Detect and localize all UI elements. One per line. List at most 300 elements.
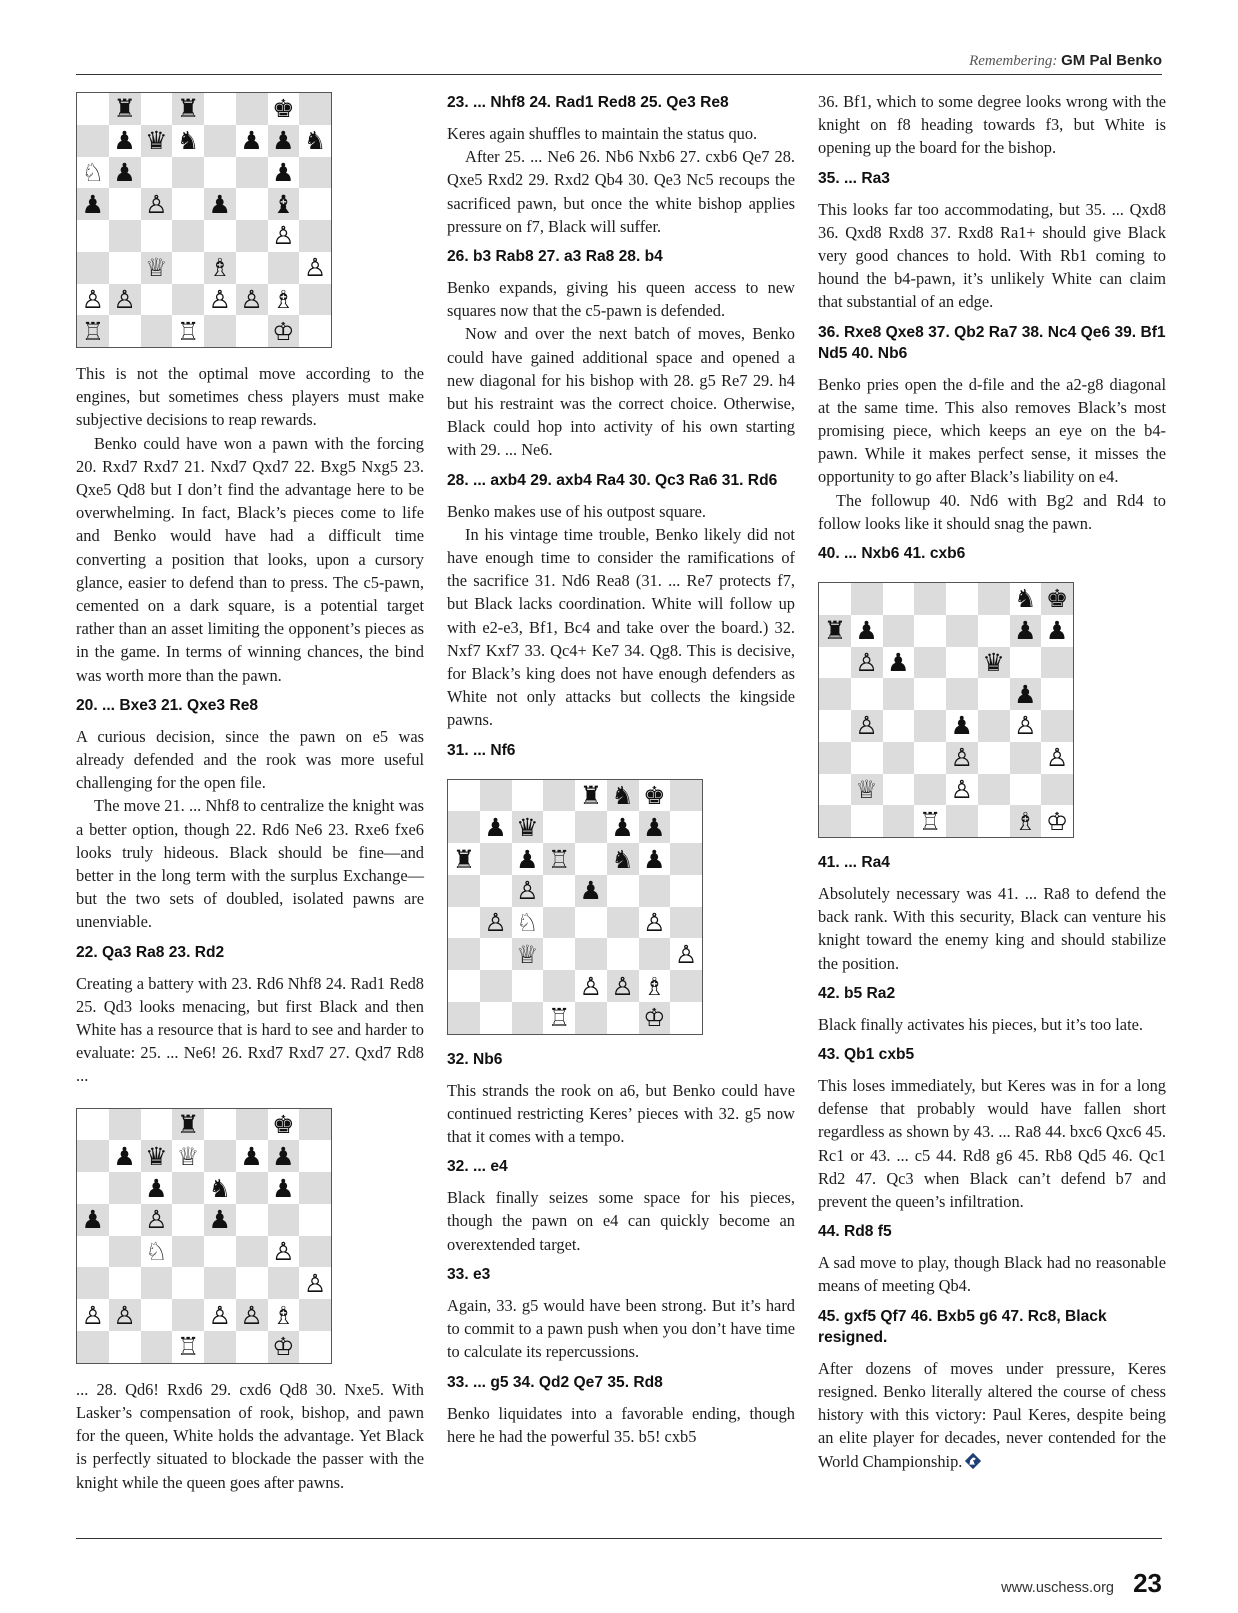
board-square: [299, 1331, 331, 1363]
board-square: [204, 93, 236, 125]
board-square: [172, 188, 204, 220]
black-rook-icon: ♜: [819, 615, 851, 647]
black-pawn-icon: ♟: [77, 188, 109, 220]
board-square: [639, 875, 671, 907]
board-square: [1010, 774, 1042, 806]
board-square: [236, 1172, 268, 1204]
board-square: [77, 1140, 109, 1172]
board-square: [299, 1109, 331, 1141]
board-square: [978, 742, 1010, 774]
board-square: [204, 1109, 236, 1141]
white-knight-icon: ♘: [512, 907, 544, 939]
board-square: [883, 742, 915, 774]
black-pawn-icon: ♟: [851, 615, 883, 647]
uschess-knight-icon: [964, 1452, 982, 1470]
board-square: [883, 710, 915, 742]
board-square: [141, 284, 173, 316]
paragraph: The followup 40. Nd6 with Bg2 and Rd4 to follow looks like it should snag the pawn.: [818, 490, 1166, 533]
paragraph: Benko liquidates into a favorable ending, though here he had the powerful 35. b5! cxb5: [447, 1403, 795, 1446]
paragraph: This looks far too accommodating, but 35. ... Qxd8 36. Qxd8 Rxd8 37. Rxd8 Ra1+ should give Black very good chances to hold. With Rb1 coming to hound the b4-pawn, it’s unlikely White can claim that substantial of an edge.: [818, 199, 1166, 312]
board-square: [77, 93, 109, 125]
board-square: [883, 774, 915, 806]
board-square: [109, 1267, 141, 1299]
board-square: [204, 1267, 236, 1299]
board-square: [448, 907, 480, 939]
chess-diagram-1: [76, 92, 332, 348]
board-square: [851, 678, 883, 710]
paragraph: Keres again shuffles to maintain the status quo.: [447, 124, 758, 143]
board-square: [109, 252, 141, 284]
black-king-icon: ♚: [639, 780, 671, 812]
board-square: [299, 220, 331, 252]
board-square: [172, 157, 204, 189]
footer-rule: [76, 1538, 1162, 1539]
white-pawn-icon: ♙: [1041, 742, 1073, 774]
paragraph: This is not the optimal move according to the engines, but sometimes chess players must make subjective decisions to reap rewards.: [76, 364, 424, 430]
board-square: [236, 1331, 268, 1363]
page-number: 23: [1133, 1568, 1162, 1598]
board-square: [141, 315, 173, 347]
board-square: [236, 157, 268, 189]
paragraph: The move 21. ... Nhf8 to centralize the knight was a better option, though 22. Rd6 Ne6 23. Rxe6 fxe6 looks truly hideous. Black should be fine—and better in the long term with the surplus Exchange—but the two sets of doubled, isolated pawns are unenviable.: [76, 796, 424, 932]
board-square: [172, 1299, 204, 1331]
board-square: [914, 647, 946, 679]
white-king-icon: ♔: [268, 315, 300, 347]
white-pawn-icon: ♙: [141, 1204, 173, 1236]
black-queen-icon: ♛: [512, 811, 544, 843]
black-pawn-icon: ♟: [268, 1140, 300, 1172]
board-square: [268, 252, 300, 284]
board-square: [607, 875, 639, 907]
final-paragraph-text: After dozens of moves under pressure, Keres resigned. Benko literally altered the course of chess history with this victory: Paul Keres, despite being an elite player for decades, never contended for the World Championship.: [818, 1358, 1166, 1471]
column-2: [447, 90, 795, 1448]
black-pawn-icon: ♟: [1010, 615, 1042, 647]
board-square: [141, 1267, 173, 1299]
board-square: [77, 1109, 109, 1141]
white-rook-icon: ♖: [543, 843, 575, 875]
white-pawn-icon: ♙: [575, 970, 607, 1002]
board-square: [109, 315, 141, 347]
board-square: [109, 1204, 141, 1236]
board-square: [141, 1109, 173, 1141]
board-square: [512, 780, 544, 812]
white-pawn-icon: ♙: [109, 284, 141, 316]
board-square: [1041, 678, 1073, 710]
black-rook-icon: ♜: [172, 93, 204, 125]
board-square: [978, 774, 1010, 806]
board-square: [141, 93, 173, 125]
board-square: [575, 843, 607, 875]
board-square: [141, 220, 173, 252]
board-square: [851, 742, 883, 774]
white-pawn-icon: ♙: [946, 774, 978, 806]
white-bishop-icon: ♗: [268, 284, 300, 316]
board-square: [819, 647, 851, 679]
paragraph: Black finally activates his pieces, but it’s too late.: [818, 1014, 1143, 1034]
board-square: [543, 875, 575, 907]
black-pawn-icon: ♟: [883, 647, 915, 679]
white-pawn-icon: ♙: [299, 252, 331, 284]
white-queen-icon: ♕: [851, 774, 883, 806]
paragraph: Now and over the next batch of moves, Benko could have gained additional space and opened a new diagonal for his bishop with 28. g5 Re7 29. h4 but his restraint was the correct choice. Otherwise, Black could hop into activity of his own starting with 29. ... Ne6.: [447, 324, 795, 460]
paragraph: Benko could have won a pawn with the forcing 20. Rxd7 Rxd7 21. Nxd7 Qxd7 22. Bxg5 Nxg5 23. Qxe5 Qd8 but I don’t find the advantage here to be overwhelming. In fact, Black’s pieces come to life and Benko would have had a difficult time converting a position that looks, upon a cursory glance, easier to defend than to press. The c5-pawn, cemented on a dark square, is a potential target rather than an asset limiting the opponent’s pieces as in the game. In terms of winning chances, the bind was worth more than the pawn.: [76, 433, 424, 685]
black-pawn-icon: ♟: [268, 125, 300, 157]
black-pawn-icon: ♟: [109, 1140, 141, 1172]
header-subject: GM Pal Benko: [1061, 52, 1162, 69]
board-square: [172, 1236, 204, 1268]
board-square: [480, 875, 512, 907]
board-square: [978, 615, 1010, 647]
white-queen-icon: ♕: [172, 1140, 204, 1172]
board-square: [204, 125, 236, 157]
board-square: [480, 970, 512, 1002]
board-square: [172, 1172, 204, 1204]
board-square: [299, 1236, 331, 1268]
white-pawn-icon: ♙: [268, 220, 300, 252]
board-square: [607, 907, 639, 939]
board-square: [607, 1002, 639, 1034]
white-pawn-icon: ♙: [480, 907, 512, 939]
paragraph: Benko expands, giving his queen access to new squares now that the c5-pawn is defended.: [447, 278, 795, 321]
black-king-icon: ♚: [268, 1109, 300, 1141]
board-square: [946, 647, 978, 679]
board-square: [299, 1204, 331, 1236]
paragraph: Benko makes use of his outpost square.: [447, 501, 707, 521]
board-square: [109, 1109, 141, 1141]
board-square: [448, 1002, 480, 1034]
board-square: [204, 1331, 236, 1363]
white-pawn-icon: ♙: [1010, 710, 1042, 742]
board-square: [204, 1140, 236, 1172]
black-queen-icon: ♛: [978, 647, 1010, 679]
move-heading: 20. ... Bxe3 21. Qxe3 Re8: [76, 696, 259, 714]
black-queen-icon: ♛: [141, 1140, 173, 1172]
move-heading: 23. ... Nhf8 24. Rad1 Red8 25. Qe3 Re8: [447, 94, 729, 111]
board-square: [978, 710, 1010, 742]
board-square: [141, 1299, 173, 1331]
board-square: [299, 1140, 331, 1172]
board-square: [299, 93, 331, 125]
black-pawn-icon: ♟: [204, 1204, 236, 1236]
black-knight-icon: ♞: [607, 843, 639, 875]
move-heading: 32. ... e4: [447, 1158, 508, 1176]
move-heading: 35. ... Ra3: [818, 169, 890, 187]
move-heading: 32. Nb6: [447, 1050, 503, 1068]
paragraph: 36. Bf1, which to some degree looks wrong with the knight on f8 heading towards f3, but White is opening up the board for the bishop.: [818, 92, 1166, 158]
white-bishop-icon: ♗: [639, 970, 671, 1002]
black-pawn-icon: ♟: [77, 1204, 109, 1236]
black-pawn-icon: ♟: [575, 875, 607, 907]
black-knight-icon: ♞: [204, 1172, 236, 1204]
board-square: [299, 188, 331, 220]
board-square: [480, 938, 512, 970]
move-heading: 33. ... g5 34. Qd2 Qe7 35. Rd8: [447, 1373, 663, 1391]
board-square: [914, 678, 946, 710]
white-pawn-icon: ♙: [607, 970, 639, 1002]
white-pawn-icon: ♙: [109, 1299, 141, 1331]
board-square: [946, 615, 978, 647]
move-heading: 45. gxf5 Qf7 46. Bxb5 g6 47. Rc8, Black resigned.: [818, 1307, 1107, 1346]
board-square: [109, 1236, 141, 1268]
move-heading: 31. ... Nf6: [447, 741, 516, 759]
board-square: [204, 220, 236, 252]
board-square: [172, 220, 204, 252]
board-square: [299, 1299, 331, 1331]
board-square: [299, 315, 331, 347]
board-square: [512, 970, 544, 1002]
header-rule: [76, 74, 1162, 75]
board-square: [575, 938, 607, 970]
move-heading: 36. Rxe8 Qxe8 37. Qb2 Ra7 38. Nc4 Qe6 39. Bf1 Nd5 40. Nb6: [818, 323, 1166, 362]
board-square: [670, 811, 702, 843]
white-pawn-icon: ♙: [851, 710, 883, 742]
move-heading: 40. ... Nxb6 41. cxb6: [818, 545, 966, 563]
board-square: [978, 678, 1010, 710]
chess-diagram-3: [447, 779, 703, 1035]
paragraph: Absolutely necessary was 41. ... Ra8 to defend the back rank. With this security, Black can venture his knight toward the enemy king and should stabilize the position.: [818, 884, 1166, 973]
board-square: [448, 780, 480, 812]
paragraph: Benko pries open the d-file and the a2-g8 diagonal at the same time. This also removes Black’s most promising piece, which keeps an eye on the b4-pawn. While it makes perfect sense, it misses the opportunity to go after Black’s liability on e4.: [818, 374, 1166, 487]
board-square: [141, 1331, 173, 1363]
black-pawn-icon: ♟: [109, 157, 141, 189]
paragraph: A curious decision, since the pawn on e5 was already defended and the rook was more useful challenging for the open file.: [76, 726, 424, 793]
black-pawn-icon: ♟: [512, 843, 544, 875]
board-square: [819, 774, 851, 806]
white-bishop-icon: ♗: [204, 252, 236, 284]
board-square: [670, 1002, 702, 1034]
board-square: [946, 678, 978, 710]
board-square: [575, 811, 607, 843]
black-queen-icon: ♛: [141, 125, 173, 157]
black-pawn-icon: ♟: [946, 710, 978, 742]
board-square: [77, 125, 109, 157]
board-square: [946, 805, 978, 837]
board-square: [448, 970, 480, 1002]
board-square: [77, 220, 109, 252]
white-pawn-icon: ♙: [512, 875, 544, 907]
white-king-icon: ♔: [268, 1331, 300, 1363]
board-square: [883, 615, 915, 647]
paragraph: Again, 33. g5 would have been strong. But it’s hard to commit to a pawn push when you don’t have time to calculate its repercussions.: [447, 1295, 795, 1362]
board-square: [236, 315, 268, 347]
chess-diagram-2: [76, 1108, 332, 1364]
board-square: [883, 805, 915, 837]
board-square: [204, 157, 236, 189]
board-square: [819, 678, 851, 710]
move-heading: 26. b3 Rab8 27. a3 Ra8 28. b4: [447, 248, 663, 266]
white-pawn-icon: ♙: [639, 907, 671, 939]
footer-url: www.uschess.org: [1001, 1580, 1114, 1596]
board-square: [670, 875, 702, 907]
white-rook-icon: ♖: [77, 315, 109, 347]
board-square: [914, 774, 946, 806]
white-pawn-icon: ♙: [946, 742, 978, 774]
white-knight-icon: ♘: [141, 1236, 173, 1268]
board-square: [1010, 742, 1042, 774]
board-square: [1010, 647, 1042, 679]
board-square: [236, 252, 268, 284]
paragraph: In his vintage time trouble, Benko likely did not have enough time to consider the ramifications of the sacrifice 31. Nd6 Rea8 (31. ... Re7 protects f7, but Black lacks coordination. White will follow up with e2-e3, Bf1, Bc4 and take over the board.) 32. Nxf7 Kxf7 33. Qc4+ Ke7 34. Qg8. This is decisive, for Black’s king does not have enough defenders as White not only attacks but collects the kingside pawns.: [447, 524, 795, 730]
paragraph: After 25. ... Ne6 26. Nb6 Nxb6 27. cxb6 Qe7 28. Qxe5 Rxd2 29. Rxd2 Qb4 30. Qe3 Nc5 recoups the sacrificed pawn, but once the white bishop applies pressure on f7, Black will suffer.: [447, 147, 795, 236]
board-square: [204, 1236, 236, 1268]
paragraph: [818, 1357, 1166, 1473]
board-square: [575, 1002, 607, 1034]
paragraph: Black finally seizes some space for his pieces, though the pawn on e4 can quickly become an overextended target.: [447, 1188, 795, 1254]
board-square: [109, 188, 141, 220]
black-rook-icon: ♜: [575, 780, 607, 812]
white-queen-icon: ♕: [141, 252, 173, 284]
board-square: [1041, 774, 1073, 806]
white-pawn-icon: ♙: [236, 284, 268, 316]
board-square: [172, 1267, 204, 1299]
paragraph: Creating a battery with 23. Rd6 Nhf8 24. Rad1 Red8 25. Qd3 looks menacing, but first Black and then White has a resource that is hard to see and harder to evaluate: 25. ... Ne6! 26. Rxd7 Rxd7 27. Qxd7 Rd8 ...: [76, 973, 424, 1086]
move-heading: 22. Qa3 Ra8 23. Rd2: [76, 943, 225, 961]
white-pawn-icon: ♙: [299, 1267, 331, 1299]
board-square: [299, 1172, 331, 1204]
board-square: [480, 780, 512, 812]
white-rook-icon: ♖: [543, 1002, 575, 1034]
board-square: [172, 284, 204, 316]
white-pawn-icon: ♙: [77, 1299, 109, 1331]
board-square: [914, 583, 946, 615]
column-1: [76, 90, 424, 1494]
board-square: [819, 805, 851, 837]
board-square: [299, 157, 331, 189]
black-rook-icon: ♜: [109, 93, 141, 125]
board-square: [77, 1267, 109, 1299]
board-square: [543, 938, 575, 970]
board-square: [639, 938, 671, 970]
black-pawn-icon: ♟: [236, 1140, 268, 1172]
black-bishop-icon: ♝: [268, 188, 300, 220]
board-square: [670, 780, 702, 812]
black-pawn-icon: ♟: [268, 157, 300, 189]
black-pawn-icon: ♟: [639, 811, 671, 843]
white-pawn-icon: ♙: [851, 647, 883, 679]
move-heading: 43. Qb1 cxb5: [818, 1046, 915, 1064]
board-square: [883, 678, 915, 710]
white-bishop-icon: ♗: [268, 1299, 300, 1331]
black-pawn-icon: ♟: [204, 188, 236, 220]
paragraph: This loses immediately, but Keres was in for a long defense that probably would have fallen short regardless as shown by 43. ... Ra8 44. bxc6 Qxc6 45. Rc1 or 43. ... c5 44. Rd8 g6 45. Rb8 Qd5 46. Qc1 Rd2 47. Qc3 when Black can’t defend b7 and prevent the queen’s infiltration.: [818, 1076, 1166, 1212]
board-square: [236, 1204, 268, 1236]
board-square: [236, 93, 268, 125]
move-heading: 41. ... Ra4: [818, 854, 890, 872]
board-square: [204, 315, 236, 347]
white-king-icon: ♔: [639, 1002, 671, 1034]
paragraph: ... 28. Qd6! Rxd6 29. cxd6 Qd8 30. Nxe5. With Lasker’s compensation of rook, bishop, and pawn for the queen, White holds the advantage. Yet Black is perfectly situated to blockade the passer with the knight while the queen goes after pawns.: [76, 1379, 424, 1492]
board-square: [268, 1204, 300, 1236]
board-square: [268, 1267, 300, 1299]
black-pawn-icon: ♟: [1010, 678, 1042, 710]
board-square: [77, 1236, 109, 1268]
board-square: [946, 583, 978, 615]
board-square: [109, 1172, 141, 1204]
white-rook-icon: ♖: [172, 1331, 204, 1363]
black-pawn-icon: ♟: [141, 1172, 173, 1204]
board-square: [236, 220, 268, 252]
black-king-icon: ♚: [1041, 583, 1073, 615]
board-square: [172, 252, 204, 284]
white-rook-icon: ♖: [914, 805, 946, 837]
black-pawn-icon: ♟: [607, 811, 639, 843]
black-king-icon: ♚: [268, 93, 300, 125]
board-square: [141, 157, 173, 189]
chess-diagram-4: [818, 582, 1074, 838]
move-heading: 28. ... axb4 29. axb4 Ra4 30. Qc3 Ra6 31. Rd6: [447, 471, 778, 489]
black-pawn-icon: ♟: [268, 1172, 300, 1204]
board-square: [512, 1002, 544, 1034]
board-square: [109, 1331, 141, 1363]
board-square: [670, 843, 702, 875]
white-queen-icon: ♕: [512, 938, 544, 970]
black-pawn-icon: ♟: [480, 811, 512, 843]
board-square: [77, 1331, 109, 1363]
white-knight-icon: ♘: [77, 157, 109, 189]
board-square: [77, 252, 109, 284]
black-pawn-icon: ♟: [236, 125, 268, 157]
board-square: [77, 1172, 109, 1204]
black-pawn-icon: ♟: [639, 843, 671, 875]
board-square: [172, 1204, 204, 1236]
black-knight-icon: ♞: [1010, 583, 1042, 615]
white-pawn-icon: ♙: [141, 188, 173, 220]
board-square: [236, 1109, 268, 1141]
board-square: [236, 188, 268, 220]
black-knight-icon: ♞: [172, 125, 204, 157]
board-square: [543, 907, 575, 939]
header-kicker: Remembering:: [969, 53, 1058, 69]
board-square: [819, 710, 851, 742]
white-king-icon: ♔: [1041, 805, 1073, 837]
board-square: [670, 970, 702, 1002]
board-square: [448, 811, 480, 843]
running-header: [969, 52, 1162, 70]
white-pawn-icon: ♙: [204, 1299, 236, 1331]
board-square: [448, 875, 480, 907]
white-pawn-icon: ♙: [670, 938, 702, 970]
paragraph: This strands the rook on a6, but Benko could have continued restricting Keres’ pieces with 32. g5 now that it comes with a tempo.: [447, 1080, 795, 1147]
board-square: [978, 805, 1010, 837]
board-square: [851, 805, 883, 837]
black-rook-icon: ♜: [448, 843, 480, 875]
black-knight-icon: ♞: [607, 780, 639, 812]
board-square: [914, 710, 946, 742]
board-square: [670, 907, 702, 939]
board-square: [883, 583, 915, 615]
white-rook-icon: ♖: [172, 315, 204, 347]
white-bishop-icon: ♗: [1010, 805, 1042, 837]
board-square: [851, 583, 883, 615]
board-square: [109, 220, 141, 252]
board-square: [978, 583, 1010, 615]
board-square: [543, 970, 575, 1002]
board-square: [543, 811, 575, 843]
board-square: [236, 1236, 268, 1268]
black-pawn-icon: ♟: [1041, 615, 1073, 647]
board-square: [575, 907, 607, 939]
white-pawn-icon: ♙: [236, 1299, 268, 1331]
black-knight-icon: ♞: [299, 125, 331, 157]
paragraph: A sad move to play, though Black had no reasonable means of meeting Qb4.: [818, 1253, 1166, 1296]
column-3: [818, 90, 1166, 1473]
board-square: [1041, 647, 1073, 679]
move-heading: 33. e3: [447, 1265, 491, 1283]
board-square: [819, 583, 851, 615]
board-square: [914, 615, 946, 647]
board-square: [819, 742, 851, 774]
board-square: [448, 938, 480, 970]
